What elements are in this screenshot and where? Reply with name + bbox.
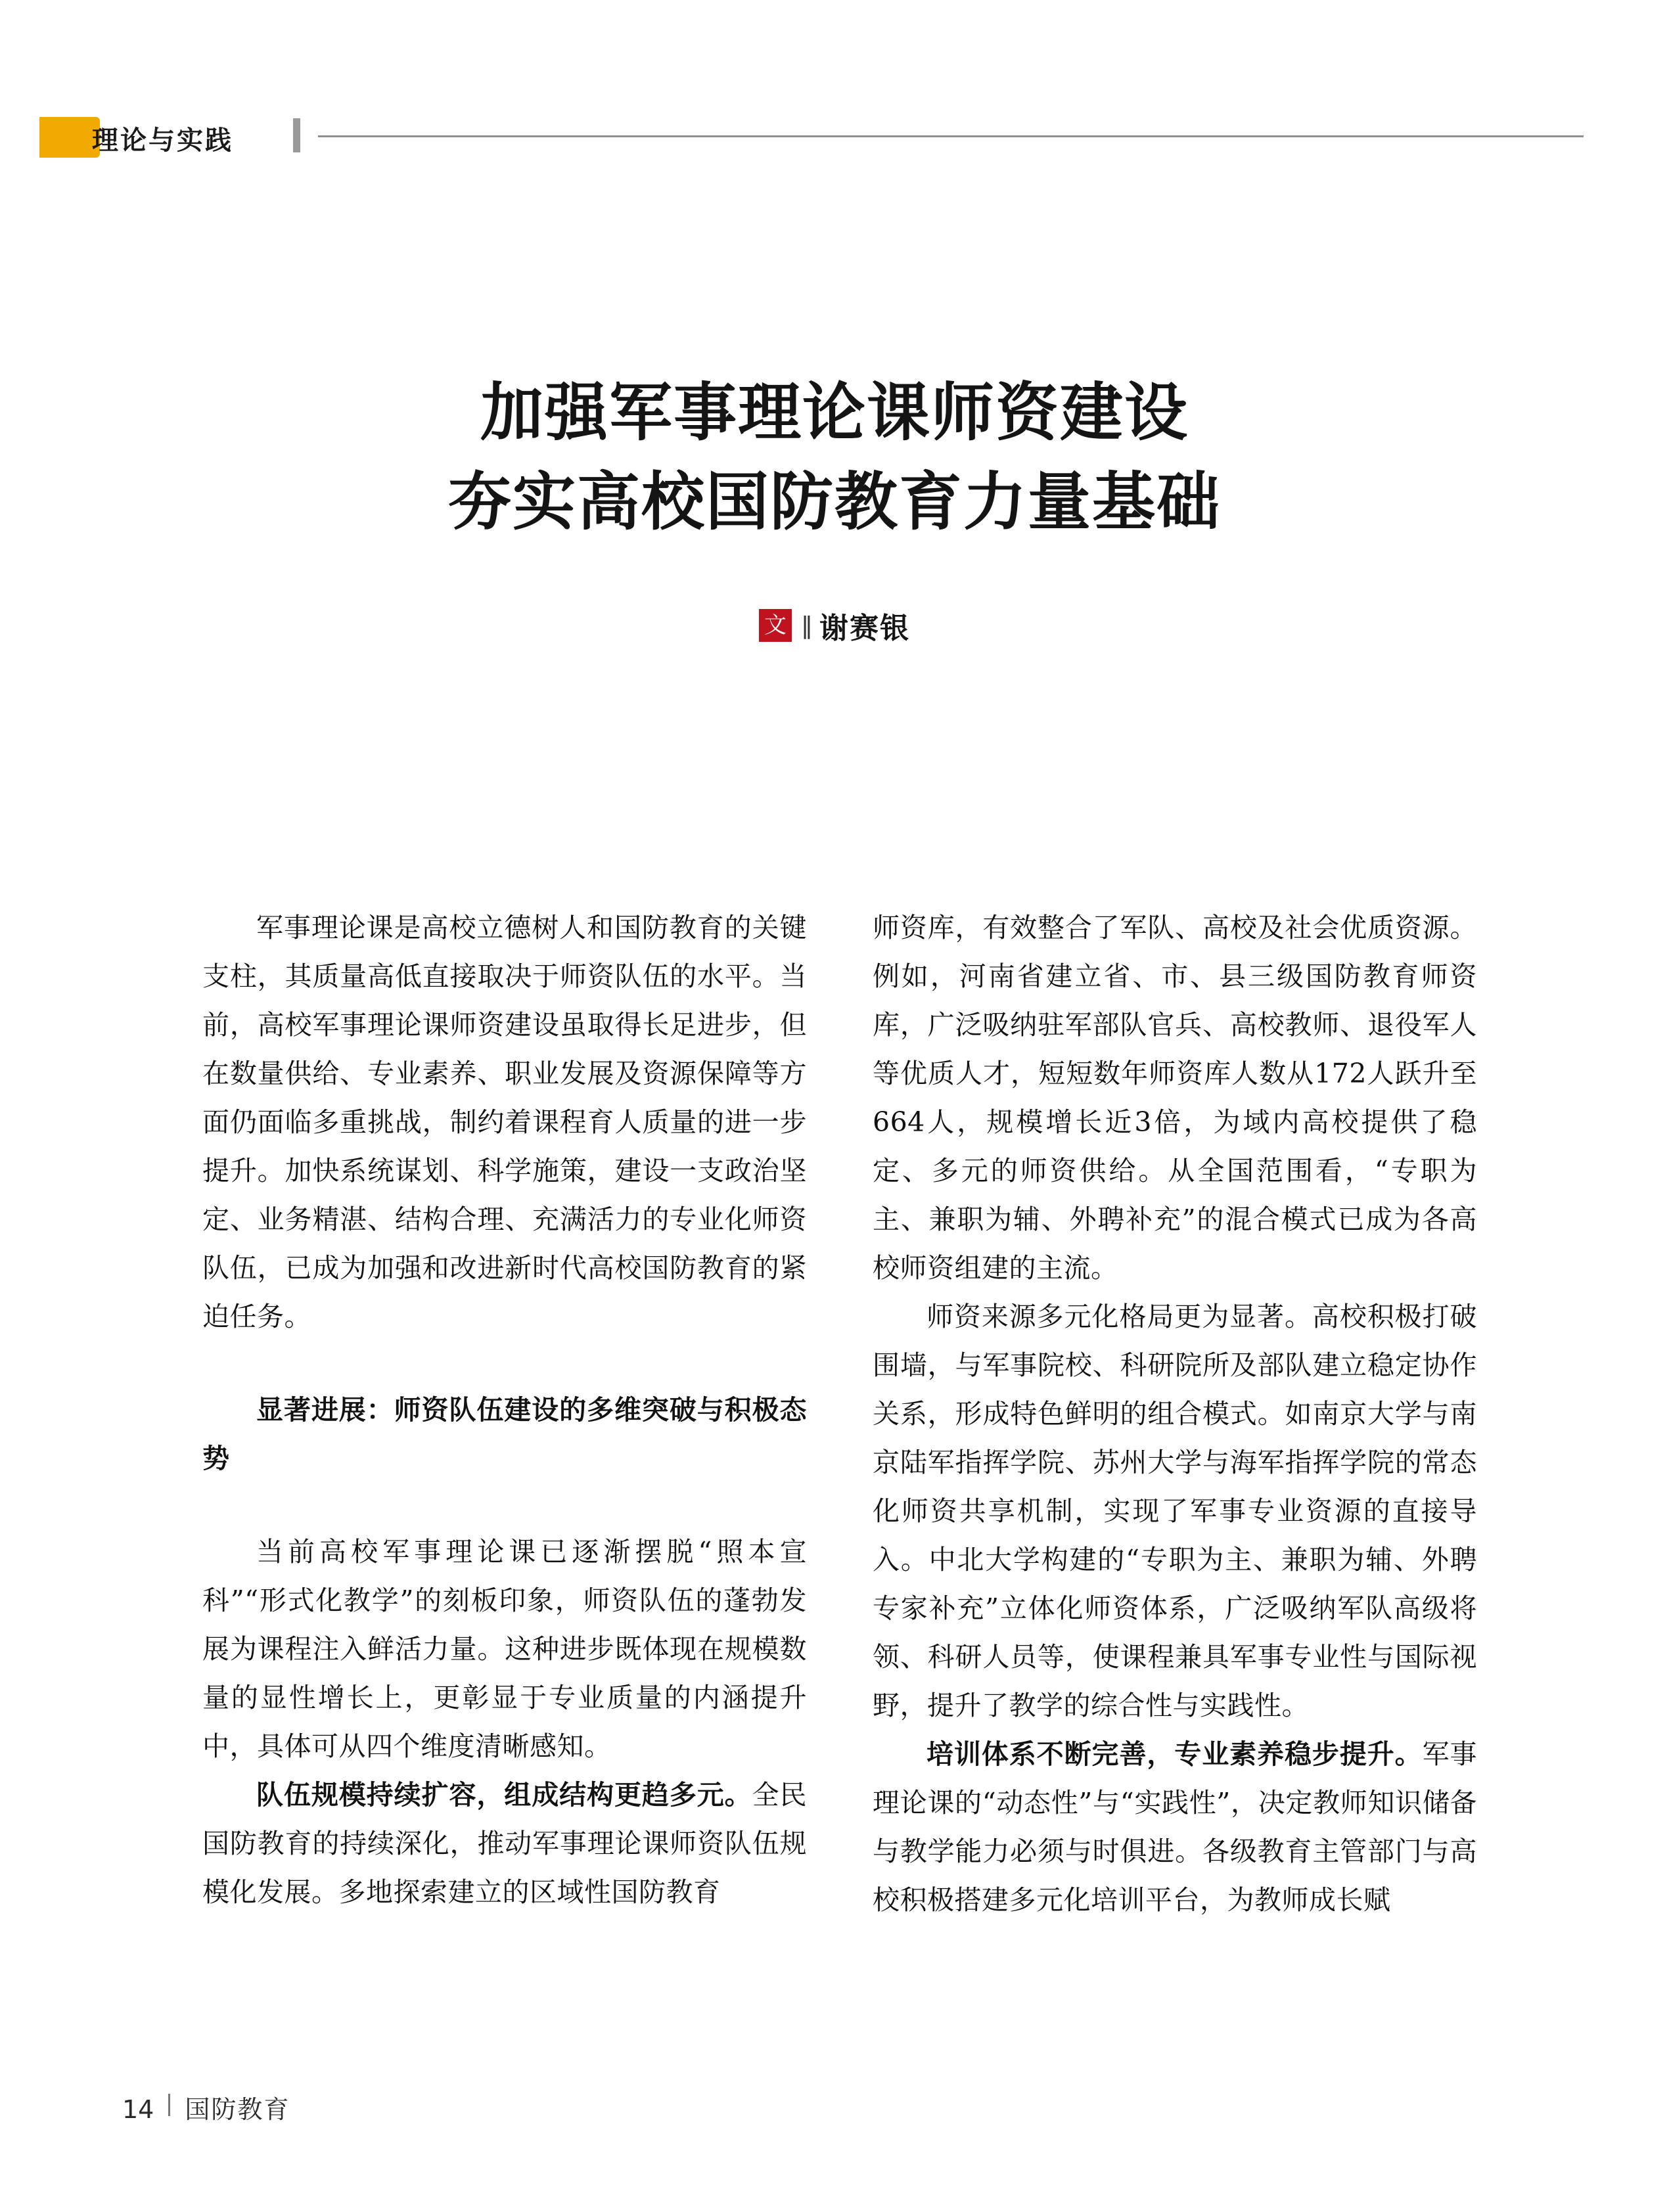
byline-separator: ‖	[801, 612, 810, 639]
article-title	[0, 368, 1669, 547]
section-divider-mark	[293, 118, 300, 152]
paragraph-runin-heading: 培训体系不断完善，专业素养稳步提升。	[926, 1738, 1423, 1770]
byline	[0, 604, 1669, 646]
byline-badge-icon: 文	[759, 609, 792, 642]
article-title-line-1: 加强军事理论课师资建设	[480, 376, 1189, 449]
section-label: 理论与实践	[92, 125, 233, 156]
page-header	[0, 117, 1669, 169]
footer-divider	[168, 2094, 170, 2116]
page-number: 14	[122, 2095, 154, 2124]
paragraph-right-2: 师资来源多元化格局更为显著。高校积极打破围墙，与军事院校、科研院所及部队建立稳定协作关系，形成特色鲜明的组合模式。如南京大学与南京陆军指挥学院、苏州大学与海军指挥学院的常态化师资共享机制，实现了军事专业资源的直接导入。中北大学构建的“专职为主、兼职为辅、外聘专家补充”立体化师资体系，广泛吸纳军队高级将领、科研人员等，使课程兼具军事专业性与国际视野，提升了教学的综合性与实践性。	[873, 1301, 1477, 1721]
paragraph-left-2: 当前高校军事理论课已逐渐摆脱“照本宣科”“形式化教学”的刻板印象，师资队伍的蓬勃发展为课程注入鲜活力量。这种进步既体现在规模数量的显性增长上，更彰显于专业质量的内涵提升中，具体可从四个维度清晰感知。	[202, 1536, 807, 1762]
byline-author-name: 谢赛银	[819, 612, 910, 645]
column-left	[202, 903, 807, 1924]
paragraph-right-1: 师资库，有效整合了军队、高校及社会优质资源。例如，河南省建立省、市、县三级国防教育师资库，广泛吸纳驻军部队官兵、高校教师、退役军人等优质人才，短短数年师资库人数从172人跃升至664人，规模增长近3倍，为域内高校提供了稳定、多元的师资供给。从全国范围看，“专职为主、兼职为辅、外聘补充”的混合模式已成为各高校师资组建的主流。	[873, 912, 1477, 1284]
spacer	[202, 1483, 807, 1527]
section-subheading-1: 显著进展：师资队伍建设的多维突破与积极态势	[202, 1394, 807, 1474]
page-footer	[122, 2089, 290, 2125]
paragraph-runin-heading: 队伍规模持续扩容，组成结构更趋多元。	[256, 1779, 752, 1811]
section-tab-accent	[39, 117, 100, 158]
paragraph-left-3	[202, 1771, 807, 1916]
paragraph-right-3	[873, 1730, 1477, 1924]
column-right	[873, 903, 1477, 1924]
paragraph-runin-body: 全民国防教育的持续深化，推动军事理论课师资队伍规模化发展。多地探索建立的区域性国防教育	[202, 1779, 807, 1908]
paragraph-intro: 军事理论课是高校立德树人和国防教育的关键支柱，其质量高低直接取决于师资队伍的水平。当前，高校军事理论课师资建设虽取得长足进步，但在数量供给、专业素养、职业发展及资源保障等方面仍面临多重挑战，制约着课程育人质量的进一步提升。加快系统谋划、科学施策，建设一支政治坚定、业务精湛、结构合理、充满活力的专业化师资队伍，已成为加强和改进新时代高校国防教育的紧迫任务。	[202, 912, 807, 1332]
article-body	[202, 903, 1477, 1924]
header-rule	[318, 135, 1584, 137]
paragraph-runin-body: 军事理论课的“动态性”与“实践性”，决定教师知识储备与教学能力必须与时俱进。各级教育主管部门与高校积极搭建多元化培训平台，为教师成长赋	[873, 1738, 1477, 1916]
article-title-line-2: 夯实高校国防教育力量基础	[448, 465, 1221, 539]
spacer	[202, 1341, 807, 1386]
publication-name: 国防教育	[185, 2095, 290, 2124]
